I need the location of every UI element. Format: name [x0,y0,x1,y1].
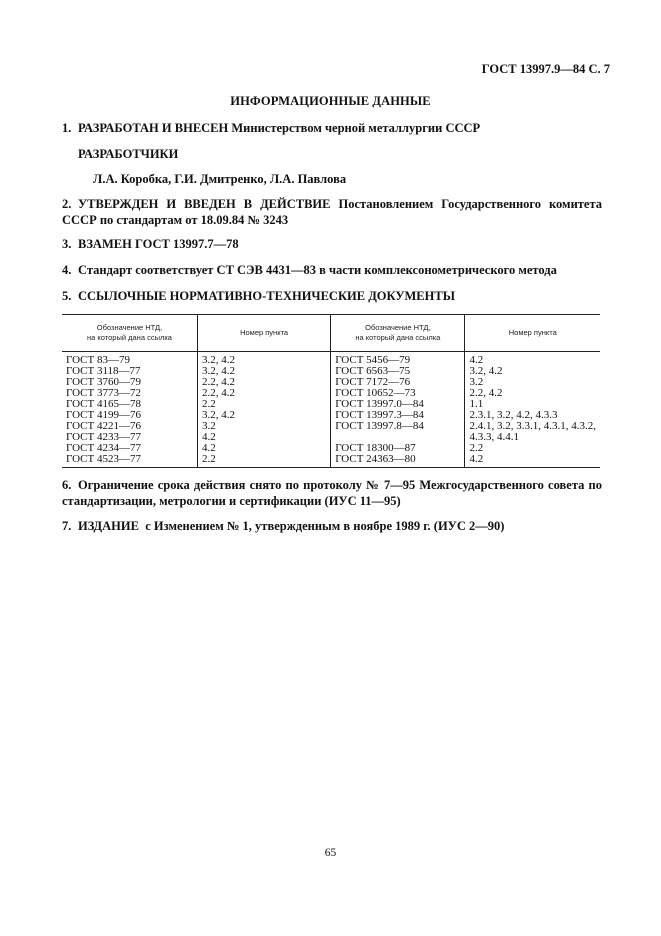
cell-clause: 4.2 [465,454,600,468]
item-replaces [62,237,602,253]
section-title: ИНФОРМАЦИОННЫЕ ДАННЫЕ [230,94,431,108]
cell-designation: ГОСТ 3760—79 [62,377,197,388]
item-conformity [62,263,602,279]
cell-clause: 4.2 [469,354,484,366]
cell-clause: 4.2 [197,443,330,454]
cell-clause: 1.1 [469,398,484,410]
table-header-row [62,315,600,352]
header-clause: Номер пункта [197,315,330,352]
cell-designation: ГОСТ 4233—77 [62,432,197,443]
item-text: Постановлением Государственного комитета СССР по стандартам от 18.09.84 № 3243 [62,197,602,227]
item-references [62,289,602,305]
item-approved [62,197,602,228]
cell-clause: 2.2 [197,454,330,468]
cell-clause: 2.2 [469,442,484,454]
item-lead: ССЫЛОЧНЫЕ НОРМАТИВНО-ТЕХНИЧЕСКИЕ ДОКУМЕНТЫ [78,289,455,303]
table-row [62,352,600,367]
item-number: 5. [62,289,72,303]
cell-clause: 3.2, 4.2 [197,410,330,421]
cell-designation: ГОСТ 10652—73 [331,388,465,399]
header-clause: Номер пункта [465,315,600,352]
table-row [62,421,600,432]
cell-designation: ГОСТ 7172—76 [331,377,465,388]
cell-clause: 4.3.3, 4.4.1 [469,431,519,443]
header-designation: Обозначение НТД, на который дана ссылка [62,315,197,352]
cell-designation: ГОСТ 4199—76 [62,410,197,421]
item-number: 4. [62,263,72,277]
cell-designation: ГОСТ 4234—77 [62,443,197,454]
table-row [62,432,600,443]
item-developed-by [62,121,602,137]
cell-designation: ГОСТ 4523—77 [62,454,197,468]
table-row [62,366,600,377]
cell-clause: 2.2, 4.2 [197,377,330,388]
item-lead: РАЗРАБОТАН И ВНЕСЕН [78,121,229,135]
cell-designation: ГОСТ 24363—80 [331,454,465,468]
document-code: ГОСТ 13997.9—84 С. 7 [481,62,610,76]
table-row [62,388,600,399]
item-number: 3. [62,237,72,251]
cell-clause: 3.2, 4.2 [197,352,330,367]
cell-designation: ГОСТ 4221—76 [62,421,197,432]
cell-designation: ГОСТ 18300—87 [331,443,465,454]
item-number: 6. [62,478,72,492]
item-text: Министерством черной металлургии СССР [228,121,481,135]
item-number: 7. [62,519,72,533]
cell-clause: 3.2 [197,421,330,432]
item-text: с Изменением № 1, утвержденным в ноябре 1989 г. (ИУС 2—90) [138,519,505,533]
cell-designation: ГОСТ 13997.0—84 [331,399,465,410]
cell-clause: 3.2, 4.2 [197,366,330,377]
cell-clause: 2.3.1, 3.2, 4.2, 4.3.3 [469,409,558,421]
cell-clause: 3.2 [469,376,484,388]
item-text: Ограничение срока действия снято по протоколу № 7—95 Межгосударственного совета по стандартизации, метрологии и сертификации (ИУС 11—95) [62,478,602,508]
references-table [62,314,600,468]
table-row [62,454,600,468]
item-number: 2. [62,197,72,211]
item-validity [62,478,602,509]
header-designation: Обозначение НТД, на который дана ссылка [331,315,465,352]
developers-names: Л.А. Коробка, Г.И. Дмитренко, Л.А. Павлова [93,172,347,186]
table-row [62,377,600,388]
cell-clause: 2.2 [197,399,330,410]
cell-clause: 2.2, 4.2 [469,387,503,399]
cell-designation: ГОСТ 13997.3—84 [331,410,465,421]
item-text: Стандарт соответствует СТ СЭВ 4431—83 в части комплексонометрического метода [78,263,557,277]
cell-designation: ГОСТ 83—79 [62,352,197,367]
cell-designation: ГОСТ 13997.8—84 [331,421,465,432]
cell-designation: ГОСТ 4165—78 [62,399,197,410]
item-lead: ИЗДАНИЕ [78,519,139,533]
cell-designation: ГОСТ 6563—75 [331,366,465,377]
item-edition [62,519,602,535]
cell-clause: 2.2, 4.2 [197,388,330,399]
cell-clause: 2.4.1, 3.2, 3.3.1, 4.3.1, 4.3.2, [469,420,596,432]
developers-heading: РАЗРАБОТЧИКИ [78,147,179,161]
page-number: 65 [324,847,337,859]
table-row [62,443,600,454]
item-lead: ВЗАМЕН ГОСТ 13997.7—78 [78,237,239,251]
item-number: 1. [62,121,72,135]
cell-designation: ГОСТ 3118—77 [62,366,197,377]
cell-designation: ГОСТ 5456—79 [331,352,465,367]
item-lead: УТВЕРЖДЕН И ВВЕДЕН В ДЕЙСТВИЕ [78,197,331,211]
cell-clause: 3.2, 4.2 [469,365,503,377]
cell-clause: 4.2 [197,432,330,443]
cell-designation: ГОСТ 3773—72 [62,388,197,399]
